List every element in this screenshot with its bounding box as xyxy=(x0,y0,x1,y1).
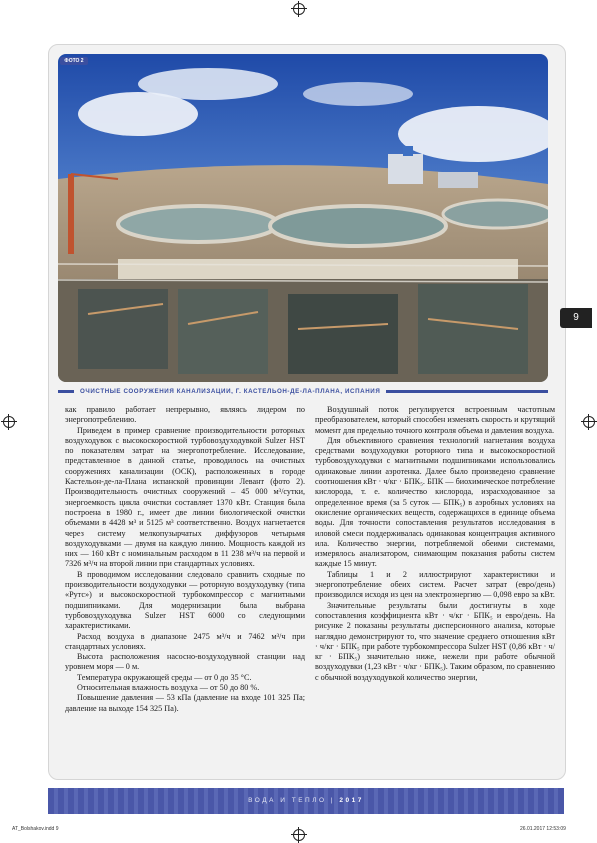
right-paragraph: Воздушный поток регулируется встроенным частотным преобразователем, который способен изменять скорость и крутящий момент для предельно точного контроля объема и давления воздуха. xyxy=(315,405,555,435)
page-number-tab: 9 xyxy=(560,308,592,328)
registration-mark-left xyxy=(3,416,15,428)
left-paragraph: Высота расположения насосно-воздуходувной станции над уровнем моря — 0 м. xyxy=(65,652,305,672)
right-paragraph: Для объективного сравнения технологий нагнетания воздуха средствами воздуходувки роторного типа и высокоскоростной турбовоздуходувки с магнитными подшипниками использовались одинаковые линии аэротенка. Далее было произведено сравнение соотношения кВт · ч/кг · БПК₅. БПК — биохимическое потребление кислорода, т. е. количество кислорода, израсходованное за определенное время (за 5 суток — БПК₅) в аэробных условиях на окисление органических веществ, содержащихся в единице объема воды. Для точности сопоставления результатов исследования в иловой смеси поддерживалась одинаковая концентрация активного ила. Количество энергии, потребляемой обеими системами, измерялось анализатором, снимающим показания работы систем каждые 15 минут. xyxy=(315,435,555,569)
caption-bar-right xyxy=(386,390,548,393)
registration-mark-bottom xyxy=(293,829,305,841)
journal-name: ВОДА И ТЕПЛО xyxy=(248,797,327,804)
footer-band xyxy=(48,788,564,814)
registration-mark-top xyxy=(293,3,305,15)
photo-caption xyxy=(58,386,548,396)
right-column xyxy=(315,405,555,683)
footer-separator: | xyxy=(330,797,336,804)
right-paragraph: Таблицы 1 и 2 иллюстрируют характеристики и энергопотребление обеих систем. Расчет затрат (евро/день) производился исходя из цен на электроэнергию — 0,098 евро за кВт. xyxy=(315,569,555,600)
treatment-plant-photo xyxy=(58,54,548,382)
registration-mark-right xyxy=(583,416,595,428)
caption-bar-left xyxy=(58,390,74,393)
left-paragraph: Температура окружающей среды — от 0 до 35 °С. xyxy=(77,672,252,682)
file-slug: AT_Bolshakov.indd 9 xyxy=(12,826,59,832)
left-paragraph: В проводимом исследовании следовало сравнить сходные по производительности воздуходувки — роторную воздуходувку (типа «Рутс») и высокоскоростной турбокомпрессор с магнитными подшипниками. Для модернизации была выбрана турбовоздуходувка Sulzer HST 6000 со следующими характеристиками. xyxy=(65,569,305,631)
left-paragraph: Относительная влажность воздуха — от 50 до 80 %. xyxy=(77,683,260,693)
left-paragraph: Приведем в пример сравнение производительности роторных воздуходувок с высокоскоростной турбовоздуходувкой Sulzer HST по показателям затрат на энергопотребление. Исследование, представленное в данной статье, проводилось на очистных сооружениях канализации (ОСК), расположенных в городе Кастельон-де-ла-Плана испанской провинции Левант (фото 2). Производительность очистных сооружений – 45 000 м³/сутки, энергоемкость цикла очистки составляет 1370 кВт. Станция была построена в 1980 г., имеет две линии биологической очистки объемами в 4428 м³ и 5125 м³ соответственно. Воздух нагнетается через систему мелкопузырчатых диффузоров четырьмя воздуходувками — двумя на каждую линию. Мощность каждой из них — 160 кВт с номинальным расходом в 11 238 м³/ч на первой и 7326 м³/ч на второй линии при стандартных условиях. xyxy=(65,425,305,569)
left-paragraph: Расход воздуха в диапазоне 2475 м³/ч и 7462 м³/ч при стандартных условиях. xyxy=(65,631,305,651)
left-paragraph: как правило работает непрерывно, являясь лидером по энергопотреблению. xyxy=(65,405,305,425)
right-paragraph: Значительные результаты были достигнуты в ходе сопоставления коэффициента кВт · ч/кг · БПК₅ и евро/день. На рисунке 2 показаны результаты дисперсионного анализа, которые наглядно демонстрируют то, что значение среднего отношения кВт · ч/кг · БПК₅ при работе турбокомпрессора Sulzer HST (0,86 кВт · ч/кг · БПК₅) значительно ниже, нежели при работе обычной воздуходувки (1,23 кВт · ч/кг · БПК₅). Таким образом, по сравнению с обычной воздуходувкой количество энергии, xyxy=(315,600,555,682)
caption-text: ОЧИСТНЫЕ СООРУЖЕНИЯ КАНАЛИЗАЦИИ, Г. КАСТЕЛЬОН-ДЕ-ЛА-ПЛАНА, ИСПАНИЯ xyxy=(80,387,381,395)
photo-tag: ФОТО 2 xyxy=(60,57,88,65)
journal-year: 2017 xyxy=(339,797,364,804)
left-paragraph: Повышение давления — 53 кПа (давление на входе 101 325 Па; давление на выходе 154 325 Па). xyxy=(65,693,305,713)
footer-text xyxy=(48,788,564,814)
left-column xyxy=(65,405,305,714)
timestamp-slug: 26.01.2017 12:53:09 xyxy=(520,826,566,832)
